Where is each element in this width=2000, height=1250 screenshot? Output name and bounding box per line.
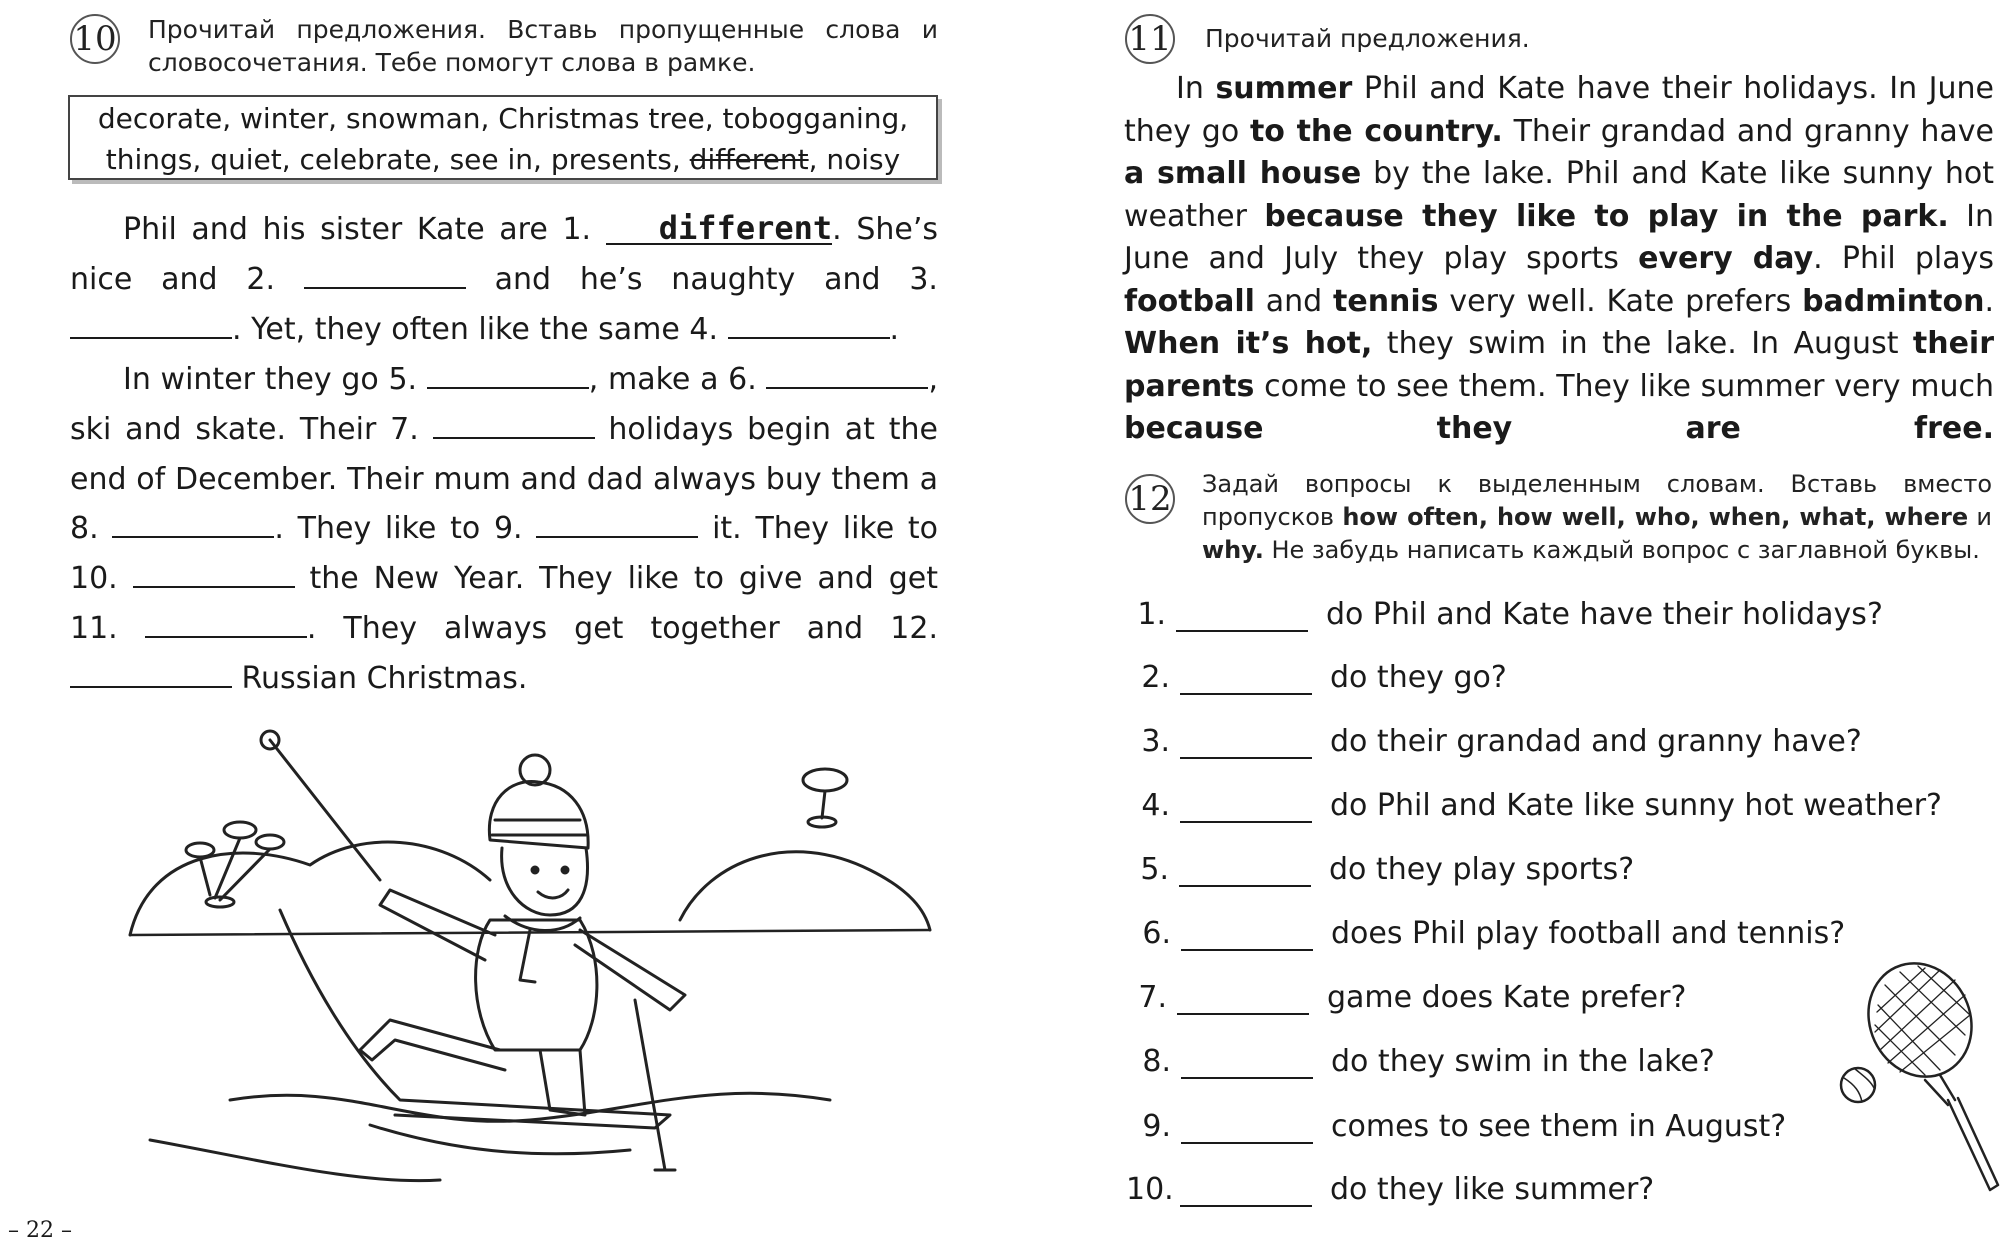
exercise-11-number: 11 bbox=[1125, 14, 1175, 64]
racket-neck bbox=[1925, 1075, 1955, 1105]
highlighted-phrase: football bbox=[1124, 283, 1255, 319]
question-text: do they go? bbox=[1330, 660, 1507, 695]
question-4 bbox=[1126, 783, 1942, 823]
word-box-line-2-start: things, quiet, celebrate, see in, presents, bbox=[105, 143, 681, 176]
question-number: 5. bbox=[1140, 852, 1169, 887]
question-6 bbox=[1127, 911, 1845, 951]
question-text: do they play sports? bbox=[1329, 852, 1635, 887]
hill-left bbox=[130, 842, 490, 935]
exercise-10-number: 10 bbox=[70, 14, 120, 64]
question-10 bbox=[1126, 1167, 1654, 1207]
story-text: Their grandad and granny have bbox=[1502, 113, 1994, 149]
story-text: In bbox=[1176, 71, 1216, 106]
p1-text-c: and he’s naughty and 3. bbox=[494, 262, 938, 297]
p2-text-b: , make a 6. bbox=[588, 362, 757, 397]
p2-text-a: In winter they go 5. bbox=[123, 362, 418, 397]
p2-text-g: the New Year. They like to give and get 11. bbox=[70, 561, 938, 646]
question-blank[interactable] bbox=[1179, 855, 1311, 887]
question-number: 8. bbox=[1142, 1044, 1171, 1079]
p1-text-d: . Yet, they often like the same 4. bbox=[232, 312, 718, 347]
question-number: 3. bbox=[1141, 724, 1170, 759]
blank-3[interactable] bbox=[70, 311, 232, 339]
story-text: very well. Kate prefers bbox=[1438, 283, 1803, 319]
story-text: . Phil plays bbox=[1813, 241, 1994, 276]
question-8 bbox=[1127, 1039, 1715, 1079]
question-number: 7. bbox=[1138, 980, 1167, 1015]
p2-text-d: holidays begin at the end of December. Their mum and dad always buy them a 8. bbox=[70, 411, 938, 547]
ski bbox=[280, 910, 670, 1128]
question-blank[interactable] bbox=[1180, 727, 1312, 759]
blank-11[interactable] bbox=[145, 610, 307, 638]
question-number: 1. bbox=[1137, 597, 1166, 632]
word-box bbox=[68, 95, 938, 180]
question-text: does Phil play football and tennis? bbox=[1331, 916, 1846, 951]
question-9 bbox=[1127, 1104, 1786, 1144]
question-blank[interactable] bbox=[1177, 983, 1309, 1015]
highlighted-phrase: summer bbox=[1215, 71, 1353, 106]
blank-10[interactable] bbox=[133, 560, 295, 588]
jacket bbox=[476, 920, 597, 1050]
question-number: 4. bbox=[1141, 788, 1170, 823]
p2-text-i: Russian Christmas. bbox=[241, 660, 528, 696]
highlighted-phrase: to the country. bbox=[1249, 113, 1503, 149]
blank-9[interactable] bbox=[536, 510, 698, 538]
exercise-10-instruction: Прочитай предложения. Вставь пропущенные слова и словосочетания. Тебе помогут слова в рамке. bbox=[148, 15, 938, 77]
question-text: do Phil and Kate like sunny hot weather? bbox=[1330, 788, 1942, 823]
highlighted-phrase: badminton bbox=[1802, 283, 1985, 319]
struck-word: different bbox=[689, 143, 809, 176]
question-number: 9. bbox=[1142, 1109, 1171, 1144]
scarf bbox=[505, 916, 580, 982]
summer-story bbox=[1124, 68, 1994, 451]
exercise-12-number: 12 bbox=[1125, 474, 1175, 524]
p2-text-e: . They like to 9. bbox=[274, 511, 523, 547]
highlighted-phrase: every day bbox=[1638, 241, 1814, 276]
question-blank[interactable] bbox=[1176, 600, 1308, 632]
story-text: Phil and Kate have their holidays. In June they go bbox=[1124, 71, 1995, 149]
face bbox=[502, 848, 588, 915]
ground-line-2 bbox=[370, 1125, 630, 1154]
story-text: In June and July they play sports bbox=[1124, 198, 1995, 276]
story-text: they swim in the lake. In August bbox=[1372, 326, 1913, 361]
exercise-11-instruction: Прочитай предложения. bbox=[1205, 24, 1530, 53]
question-text: do their grandad and granny have? bbox=[1330, 724, 1862, 759]
bush-right bbox=[803, 769, 847, 827]
blank-8[interactable] bbox=[112, 510, 274, 538]
answer-1-filled: different bbox=[606, 213, 832, 245]
exercise-10-paragraph-2 bbox=[70, 355, 938, 704]
question-number: 2. bbox=[1141, 660, 1170, 695]
bush-left bbox=[186, 822, 284, 907]
hill-right bbox=[680, 852, 930, 930]
exercise-10-paragraph-1: Phil and his sister Kate are 1. different. She’s nice and 2. and he’s naughty and 3. . Yet, they often like the same 4. . bbox=[70, 209, 938, 347]
p2-text-h: . They always get together and 12. bbox=[306, 610, 938, 646]
question-2 bbox=[1126, 655, 1507, 695]
racket-handle bbox=[1948, 1098, 1998, 1190]
blank-12[interactable] bbox=[70, 660, 232, 688]
word-box-line-2-end: , noisy bbox=[808, 143, 901, 176]
question-text: do they swim in the lake? bbox=[1331, 1044, 1715, 1079]
exercise-12-instruction bbox=[1202, 468, 1992, 567]
blank-2[interactable] bbox=[304, 261, 466, 289]
word-box-line-1: decorate, winter, snowman, Christmas tree, tobogganing, bbox=[97, 102, 909, 135]
ex12-instr-and: и bbox=[1968, 503, 1992, 531]
question-text: game does Kate prefer? bbox=[1327, 980, 1687, 1015]
tennis-racket-illustration bbox=[1830, 960, 2000, 1200]
ground-line-3 bbox=[150, 1140, 440, 1181]
question-blank[interactable] bbox=[1181, 919, 1313, 951]
ex12-instr-bold: how often, how well, who, when, what, where bbox=[1342, 503, 1969, 531]
question-blank[interactable] bbox=[1180, 791, 1312, 823]
blank-6[interactable] bbox=[766, 361, 928, 389]
ex12-instr-b: Не забудь написать каждый вопрос с заглавной буквы. bbox=[1263, 536, 1980, 564]
blank-4[interactable] bbox=[728, 311, 890, 339]
story-text: and bbox=[1254, 283, 1333, 319]
question-blank[interactable] bbox=[1180, 1175, 1312, 1207]
question-7 bbox=[1123, 975, 1686, 1015]
question-number: 6. bbox=[1142, 916, 1171, 951]
question-blank[interactable] bbox=[1181, 1112, 1313, 1144]
story-text: . bbox=[1984, 283, 1995, 319]
highlighted-phrase: tennis bbox=[1333, 283, 1439, 319]
question-text: do they like summer? bbox=[1330, 1172, 1655, 1207]
highlighted-phrase: When it’s hot, bbox=[1124, 326, 1373, 361]
question-1 bbox=[1122, 592, 1883, 632]
question-3 bbox=[1126, 719, 1862, 759]
highlighted-phrase: a small house bbox=[1124, 156, 1362, 191]
p1-text-b: . She’s nice and 2. bbox=[70, 212, 938, 297]
p2-text-f: it. They like to 10. bbox=[70, 511, 939, 597]
question-5 bbox=[1125, 847, 1634, 887]
page-number: – 22 – bbox=[8, 1218, 72, 1243]
ex12-instr-bold-2: why. bbox=[1202, 536, 1264, 564]
tennis-ball bbox=[1841, 1068, 1875, 1102]
blank-7[interactable] bbox=[433, 411, 595, 439]
question-text: comes to see them in August? bbox=[1331, 1109, 1787, 1144]
ski-pole-right bbox=[635, 1000, 665, 1170]
skier-illustration bbox=[110, 720, 940, 1190]
story-text: by the lake. Phil and Kate like sunny hot weather bbox=[1124, 156, 1994, 234]
question-blank[interactable] bbox=[1180, 663, 1312, 695]
p1-text-a: Phil and his sister Kate are 1. bbox=[123, 212, 592, 247]
question-blank[interactable] bbox=[1181, 1047, 1313, 1079]
ex12-instr-a: Задай вопросы к выделенным словам. Вставь вместо пропусков bbox=[1202, 470, 1992, 531]
highlighted-phrase: their parents bbox=[1124, 326, 1994, 404]
highlighted-phrase: because they like to play in the park. bbox=[1264, 198, 1949, 234]
story-text: come to see them. They like summer very much bbox=[1254, 368, 1994, 404]
question-text: do Phil and Kate have their holidays? bbox=[1326, 597, 1883, 632]
highlighted-phrase: because they are free. bbox=[1124, 411, 1994, 446]
word-box-line-2 bbox=[70, 139, 936, 180]
p2-text-c: , ski and skate. Their 7. bbox=[70, 362, 939, 447]
question-number: 10. bbox=[1126, 1172, 1174, 1207]
leg-front bbox=[540, 1050, 585, 1115]
blank-5[interactable] bbox=[427, 361, 589, 389]
hat bbox=[489, 782, 588, 848]
